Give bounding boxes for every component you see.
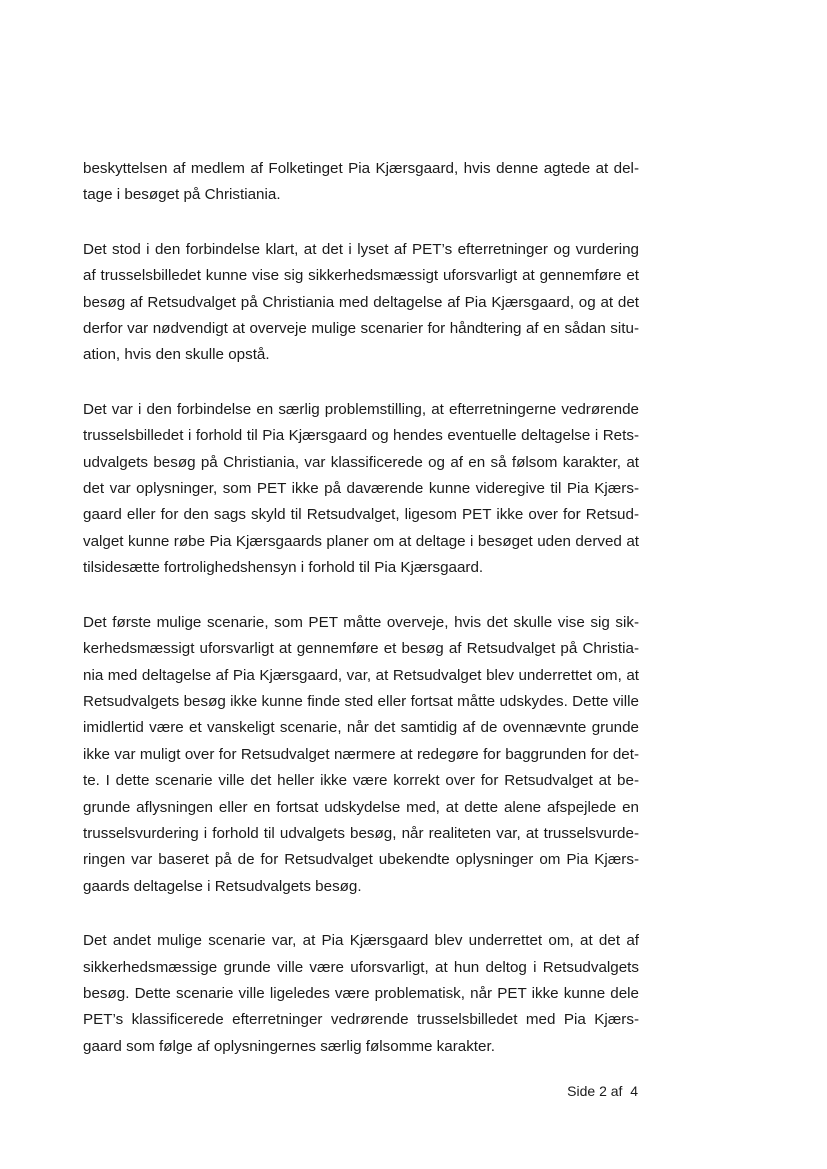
page-number: Side 2 af 4: [567, 1083, 638, 1099]
paragraph-4: Det første mulige scenarie, som PET måtte overveje, hvis det skulle vise sig sikkerhedsmæssigt uforsvarligt at gennemføre et besøg af Retsudvalget på Christiania med deltagelse af Pia Kjærsgaard, var, at Retsudvalget blev underrettet om, at Retsudvalgets besøg ikke kunne finde sted eller fortsat måtte udskydes. Dette ville imidlertid være et vanskeligt scenarie, når det samtidig af de ovennævnte grunde ikke var muligt over for Retsudvalget nærmere at redegøre for baggrunden for dette. I dette scenarie ville det heller ikke være korrekt over for Retsudvalget at begrunde aflysningen eller en fortsat udskydelse med, at dette alene afspejlede en trusselsvurdering i forhold til udvalgets besøg, når realiteten var, at trusselsvurderingen var baseret på de for Retsudvalget ubekendte oplysninger om Pia Kjærsgaards deltagelse i Retsudvalgets besøg.: [83, 613, 639, 895]
paragraph-3: Det var i den forbindelse en særlig problemstilling, at efterretningerne vedrørende trusselsbilledet i forhold til Pia Kjærsgaard og hendes eventuelle deltagelse i Retsudvalgets besøg på Christiania, var klassificerede og af en så følsom karakter, at det var oplysninger, som PET ikke på daværende kunne videregive til Pia Kjærsgaard eller for den sags skyld til Retsudvalget, ligesom PET ikke over for Retsudvalget kunne røbe Pia Kjærsgaards planer om at deltage i besøget uden derved at tilsidesætte fortrolighedshensyn i forhold til Pia Kjærsgaard.: [83, 400, 639, 577]
body-text: [83, 156, 639, 1088]
paragraph-2: Det stod i den forbindelse klart, at det i lyset af PET’s efterretninger og vurdering af trusselsbilledet kunne vise sig sikkerhedsmæssigt uforsvarligt at gennemføre et besøg af Retsudvalget på Christiania med deltagelse af Pia Kjærsgaard, og at det derfor var nødvendigt at overveje mulige scenarier for håndtering af en sådan situation, hvis den skulle opstå.: [83, 240, 639, 364]
paragraph-1: beskyttelsen af medlem af Folketinget Pia Kjærsgaard, hvis denne agtede at deltage i besøget på Christiania.: [83, 160, 639, 204]
paragraph-5: Det andet mulige scenarie var, at Pia Kjærsgaard blev underrettet om, at det af sikkerhedsmæssige grunde ville være uforsvarligt, at hun deltog i Retsudvalgets besøg. Dette scenarie ville ligeledes være problematisk, når PET ikke kunne dele PET’s klassificerede efterretninger vedrørende trusselsbilledet med Pia Kjærsgaard som følge af oplysningernes særlig følsomme karakter.: [83, 932, 639, 1055]
